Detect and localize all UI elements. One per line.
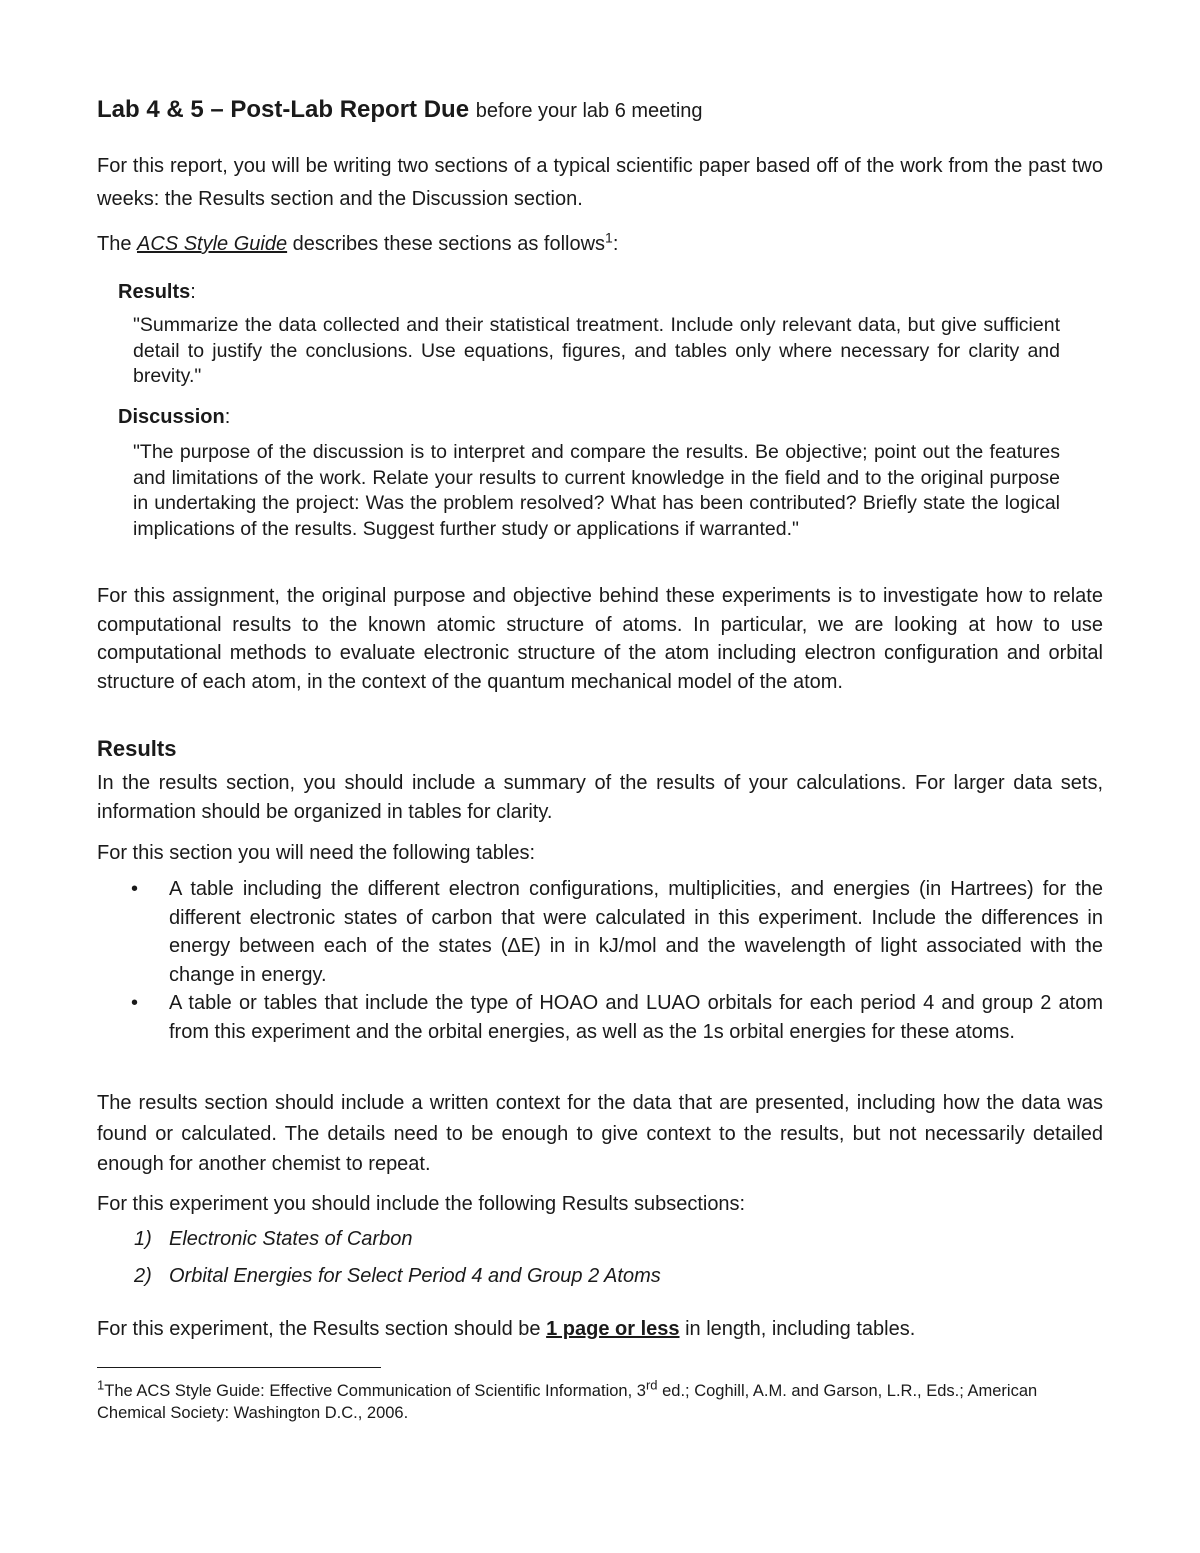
list-item: • A table including the different electron configurations, multiplicities, and energies (in Hartrees) for the different electronic states of carbon that were calculated in this experiment. Include the differences in energy between each of the states (ΔE) in in kJ/mol and the wavelength of light associated with the change in energy. bbox=[97, 875, 1103, 989]
bullet-icon: • bbox=[131, 878, 139, 900]
discussion-definition-quote: "The purpose of the discussion is to interpret and compare the results. Be objective; point out the features and limitations of the work. Relate your results to current knowledge in the field and to the original purpose in undertaking the project: Was the problem resolved? What has been contributed? Briefly state the logical implications of the results. Suggest further study or applications if warranted." bbox=[133, 441, 1060, 541]
assignment-paragraph: For this assignment, the original purpose and objective behind these experiments is to investigate how to relate computational results to the known atomic structure of atoms. In particular, we are looking at how to use computational methods to evaluate electronic structure of the atom including electron configuration and orbital structure of each atom, in the context of the quantum mechanical model of the atom. bbox=[97, 585, 1103, 693]
required-tables-list bbox=[97, 875, 1103, 1046]
results-definition-quote: "Summarize the data collected and their statistical treatment. Include only relevant data, but give sufficient detail to justify the conclusions. Use equations, figures, and tables only where necessary for clarity and brevity." bbox=[133, 314, 1060, 388]
footnote: $^1$The ACS Style Guide: Effective Communication of Scientific Information, 3rd ed.; Coghill, A.M. and Garson, L.R., Eds.; American Chemical Society: Washington D.C., 2006. bbox=[97, 1377, 1038, 1422]
list-item: 2) Orbital Energies for Select Period 4 and Group 2 Atoms bbox=[134, 1265, 661, 1287]
subsections-list bbox=[97, 1228, 661, 1302]
list-item: • A table or tables that include the type of HOAO and LUAO orbitals for each period 4 and group 2 atom from this experiment and the orbital energies, as well as the 1s orbital energies for these atoms. bbox=[97, 989, 1103, 1046]
acs-post: describes these sections as follows bbox=[292, 233, 606, 255]
subsections-lead: For this experiment you should include the following Results subsections: bbox=[97, 1193, 746, 1215]
length-limit: 1 page or less bbox=[546, 1318, 680, 1340]
title-due-note: before your lab 6 meeting bbox=[475, 100, 703, 122]
footnote-ref[interactable]: 1 bbox=[605, 229, 613, 246]
title-bold: Lab 4 & 5 – Post-Lab Report Due bbox=[97, 96, 470, 123]
bullet-icon: • bbox=[131, 992, 139, 1014]
context-paragraph: The results section should include a written context for the data that are presented, including how the data was found or calculated. The details need to be enough to give context to the results, but not necessarily detailed enough for another chemist to repeat. bbox=[97, 1092, 1103, 1175]
list-item: 1) Electronic States of Carbon bbox=[134, 1228, 413, 1250]
footnote-divider bbox=[97, 1367, 381, 1368]
results-intro: In the results section, you should include a summary of the results of your calculations. For larger data sets, information should be organized in tables for clarity. bbox=[97, 772, 1103, 823]
results-definition-label: Results: bbox=[118, 281, 196, 303]
length-requirement: For this experiment, the Results section should be 1 page or less in length, including tables. bbox=[97, 1318, 916, 1340]
acs-pre: The bbox=[97, 233, 132, 255]
acs-sentence bbox=[97, 228, 618, 261]
discussion-definition-label: Discussion: bbox=[118, 406, 231, 428]
tables-lead: For this section you will need the following tables: bbox=[97, 842, 536, 864]
page-title bbox=[97, 96, 703, 124]
acs-colon: : bbox=[612, 233, 619, 255]
results-heading: Results bbox=[97, 736, 177, 761]
acs-style-guide-link[interactable]: ACS Style Guide bbox=[137, 233, 288, 255]
intro-paragraph: For this report, you will be writing two sections of a typical scientific paper based off of the work from the past two weeks: the Results section and the Discussion section. bbox=[97, 155, 1103, 210]
footnote-mark: 1 bbox=[97, 1377, 105, 1393]
